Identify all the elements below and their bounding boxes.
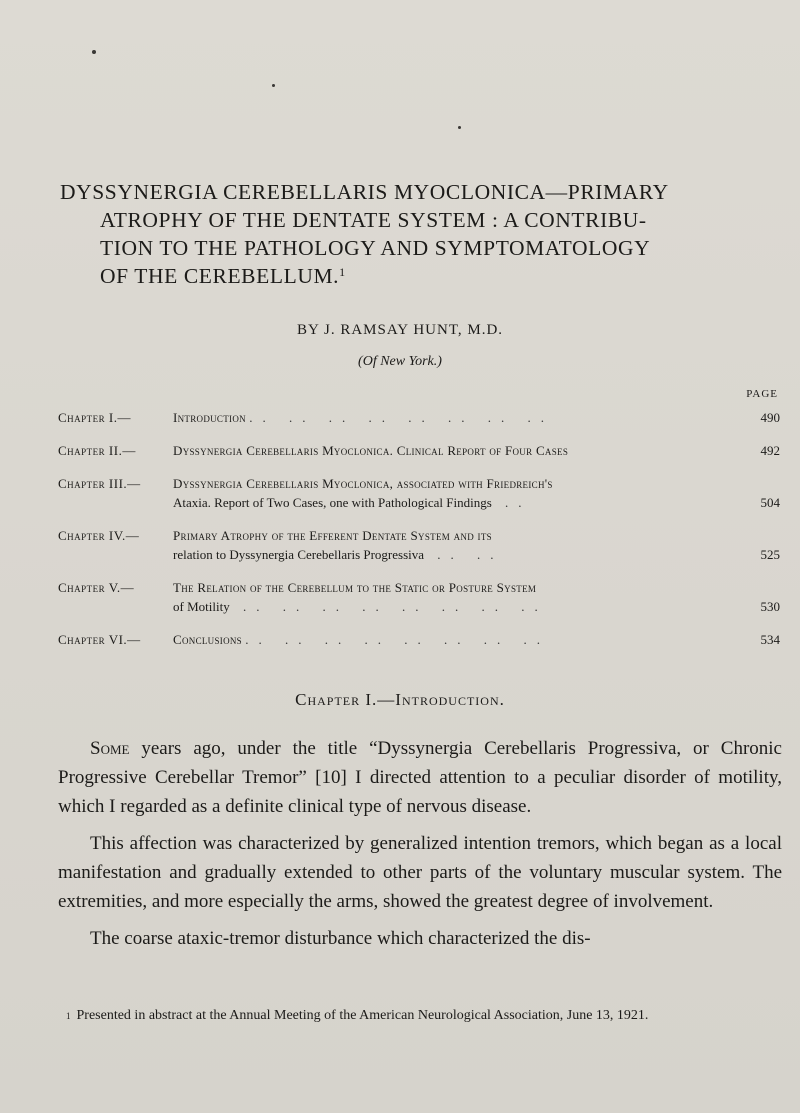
toc-chapter-label: Chapter IV.—	[58, 528, 140, 543]
section-heading: Chapter I.—Introduction.	[295, 690, 505, 709]
toc-entry	[58, 578, 780, 616]
toc-chapter-label: Chapter II.—	[58, 443, 136, 458]
toc-entry	[58, 526, 780, 564]
print-speck	[92, 50, 96, 54]
toc-chapter-label: Chapter VI.—	[58, 632, 141, 647]
toc-chapter-title: Dyssynergia Cerebellaris Myoclonica. Clinical Report of Four Cases	[173, 443, 569, 458]
print-speck	[272, 84, 275, 87]
toc-chapter-label: Chapter III.—	[58, 476, 141, 491]
toc-page-number: 490	[760, 410, 780, 425]
title-line-2: ATROPHY OF THE DENTATE SYSTEM : A CONTRIBU-	[100, 208, 647, 232]
toc-entry: Chapter VI.— Conclusions .. .. .. .. .. .. .. .. 534	[58, 632, 780, 647]
footnote	[66, 1006, 782, 1026]
paragraph: The coarse ataxic-tremor disturbance which characterized the dis-	[90, 928, 591, 949]
toc-chapter-title-cont: of Motility .. .. .. .. .. .. .. ..	[173, 599, 548, 614]
toc-chapter-title-cont: Ataxia. Report of Two Cases, one with Pathological Findings ..	[173, 495, 532, 510]
print-speck	[458, 126, 461, 129]
toc-page-number: 504	[760, 495, 780, 510]
toc-page-number: 530	[760, 599, 780, 614]
article-title	[60, 178, 780, 290]
author-name: J. RAMSAY HUNT, M.D.	[323, 322, 504, 338]
title-footnote-mark: 1	[339, 265, 346, 279]
toc-entry	[58, 441, 780, 460]
byline-prefix: BY	[296, 322, 320, 338]
title-line-3: TION TO THE PATHOLOGY AND SYMPTOMATOLOGY	[100, 236, 651, 260]
toc-page-number: 534	[760, 632, 780, 647]
toc-entry: Chapter I.— Introduction .. .. .. .. .. .. .. .. 490	[58, 410, 780, 425]
byline	[0, 322, 800, 339]
table-of-contents	[58, 408, 780, 649]
title-line-4: OF THE CEREBELLUM.$^1$	[100, 264, 346, 288]
toc-page-number: 492	[760, 443, 780, 458]
author-affiliation: (Of New York.)	[358, 354, 442, 369]
paragraph: Some years ago, under the title “Dyssynergia Cerebellaris Progressiva, or Chronic Progressive Cerebellar Tremor” [10] I directed attention to a peculiar disorder of motility, which I regarded as a definite clinical type of nervous disease.	[58, 738, 782, 817]
toc-chapter-title: Introduction	[173, 410, 246, 425]
toc-chapter-title: The Relation of the Cerebellum to the Static or Posture System	[173, 580, 537, 595]
toc-chapter-title: Dyssynergia Cerebellaris Myoclonica, associated with Friedreich's	[173, 476, 553, 491]
toc-page-heading: PAGE	[746, 388, 778, 400]
toc-chapter-title: Conclusions	[173, 632, 242, 647]
paragraph: This affection was characterized by generalized intention tremors, which began as a local manifestation and gradually extended to other parts of the voluntary muscular system. The extremities, and more especially the arms, showed the greatest degree of involvement.	[58, 833, 782, 912]
paragraph-lead: Some	[90, 738, 130, 759]
toc-entry	[58, 474, 780, 512]
title-line-1: DYSSYNERGIA CEREBELLARIS MYOCLONICA—PRIMARY	[60, 180, 669, 204]
footnote-text: Presented in abstract at the Annual Meeting of the American Neurological Association, June 13, 1921.	[76, 1008, 649, 1023]
footnote-mark: 1	[66, 1011, 71, 1021]
toc-chapter-label: Chapter V.—	[58, 580, 135, 595]
toc-chapter-title-cont: relation to Dyssynergia Cerebellaris Progressiva .. ..	[173, 547, 504, 562]
toc-chapter-label: Chapter I.—	[58, 410, 132, 425]
body-text	[58, 734, 782, 961]
toc-chapter-title: Primary Atrophy of the Efferent Dentate System and its	[173, 528, 492, 543]
toc-page-number: 525	[760, 547, 780, 562]
